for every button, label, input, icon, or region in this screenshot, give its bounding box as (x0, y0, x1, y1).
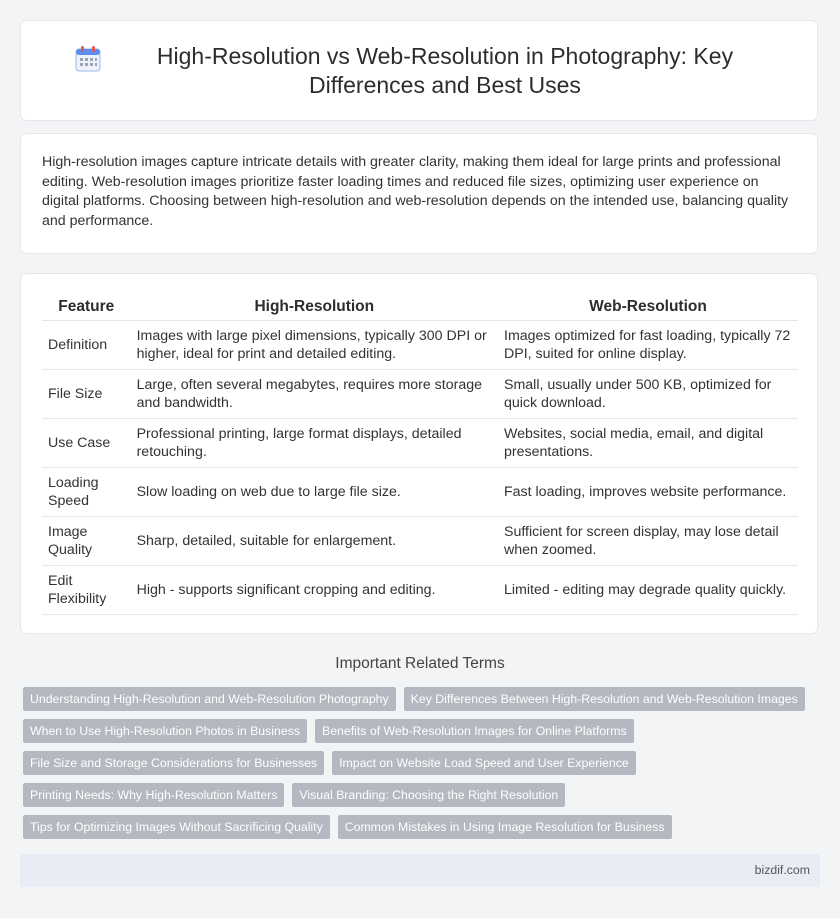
tag-row (23, 687, 823, 711)
web-res-cell: Websites, social media, email, and digital presentations. (498, 419, 798, 468)
web-res-cell: Sufficient for screen display, may lose detail when zoomed. (498, 517, 798, 566)
intro-text: High-resolution images capture intricate details with greater clarity, making them ideal for large prints and professional editing. Web-resolution images prioritize faster loading times and reduced file sizes, optimizing user experience on digital platforms. Choosing between high-resolution and web-resolution depends on the intended use, balancing quality and performance. (42, 154, 789, 229)
table-row (42, 468, 798, 517)
feature-cell: Definition (42, 321, 131, 370)
feature-cell: File Size (42, 370, 131, 419)
feature-cell: Use Case (42, 419, 131, 468)
web-res-cell: Images optimized for fast loading, typically 72 DPI, suited for online display. (498, 321, 798, 370)
high-res-cell: Sharp, detailed, suitable for enlargement. (131, 517, 498, 566)
high-res-cell: High - supports significant cropping and editing. (131, 566, 498, 615)
header-card (20, 20, 818, 121)
related-term-tag[interactable]: Key Differences Between High-Resolution and Web-Resolution Images (404, 687, 805, 711)
related-term-tag[interactable]: Impact on Website Load Speed and User Experience (332, 751, 636, 775)
related-terms-list (23, 687, 823, 847)
tag-row (23, 783, 823, 807)
tag-row (23, 815, 823, 839)
high-res-cell: Images with large pixel dimensions, typically 300 DPI or higher, ideal for print and detailed editing. (131, 321, 498, 370)
calendar-icon (73, 44, 103, 74)
page-title: High-Resolution vs Web-Resolution in Photography: Key Differences and Best Uses (156, 42, 734, 98)
related-term-tag[interactable]: Benefits of Web-Resolution Images for Online Platforms (315, 719, 634, 743)
tag-row (23, 719, 823, 743)
tag-row (23, 751, 823, 775)
table-row (42, 321, 798, 370)
header-high-resolution: High-Resolution (131, 294, 498, 321)
related-term-tag[interactable]: Printing Needs: Why High-Resolution Matters (23, 783, 284, 807)
high-res-cell: Slow loading on web due to large file size. (131, 468, 498, 517)
related-term-tag[interactable]: Tips for Optimizing Images Without Sacrificing Quality (23, 815, 330, 839)
header-feature: Feature (42, 294, 131, 321)
feature-cell: Image Quality (42, 517, 131, 566)
web-res-cell: Limited - editing may degrade quality quickly. (498, 566, 798, 615)
related-term-tag[interactable]: Common Mistakes in Using Image Resolution for Business (338, 815, 672, 839)
table-header-row (42, 294, 798, 321)
high-res-cell: Large, often several megabytes, requires more storage and bandwidth. (131, 370, 498, 419)
intro-card (20, 133, 818, 254)
related-terms-title: Important Related Terms (335, 655, 505, 672)
footer (20, 854, 820, 887)
header-web-resolution: Web-Resolution (498, 294, 798, 321)
related-term-tag[interactable]: File Size and Storage Considerations for Businesses (23, 751, 324, 775)
table-row (42, 517, 798, 566)
comparison-table (42, 294, 798, 615)
feature-cell: Edit Flexibility (42, 566, 131, 615)
related-term-tag[interactable]: Visual Branding: Choosing the Right Resolution (292, 783, 565, 807)
web-res-cell: Small, usually under 500 KB, optimized for quick download. (498, 370, 798, 419)
table-row (42, 419, 798, 468)
high-res-cell: Professional printing, large format displays, detailed retouching. (131, 419, 498, 468)
web-res-cell: Fast loading, improves website performance. (498, 468, 798, 517)
comparison-table-card (20, 273, 818, 634)
table-row (42, 566, 798, 615)
table-row (42, 370, 798, 419)
related-term-tag[interactable]: Understanding High-Resolution and Web-Resolution Photography (23, 687, 396, 711)
feature-cell: Loading Speed (42, 468, 131, 517)
site-name[interactable]: bizdif.com (754, 863, 810, 877)
related-term-tag[interactable]: When to Use High-Resolution Photos in Business (23, 719, 307, 743)
